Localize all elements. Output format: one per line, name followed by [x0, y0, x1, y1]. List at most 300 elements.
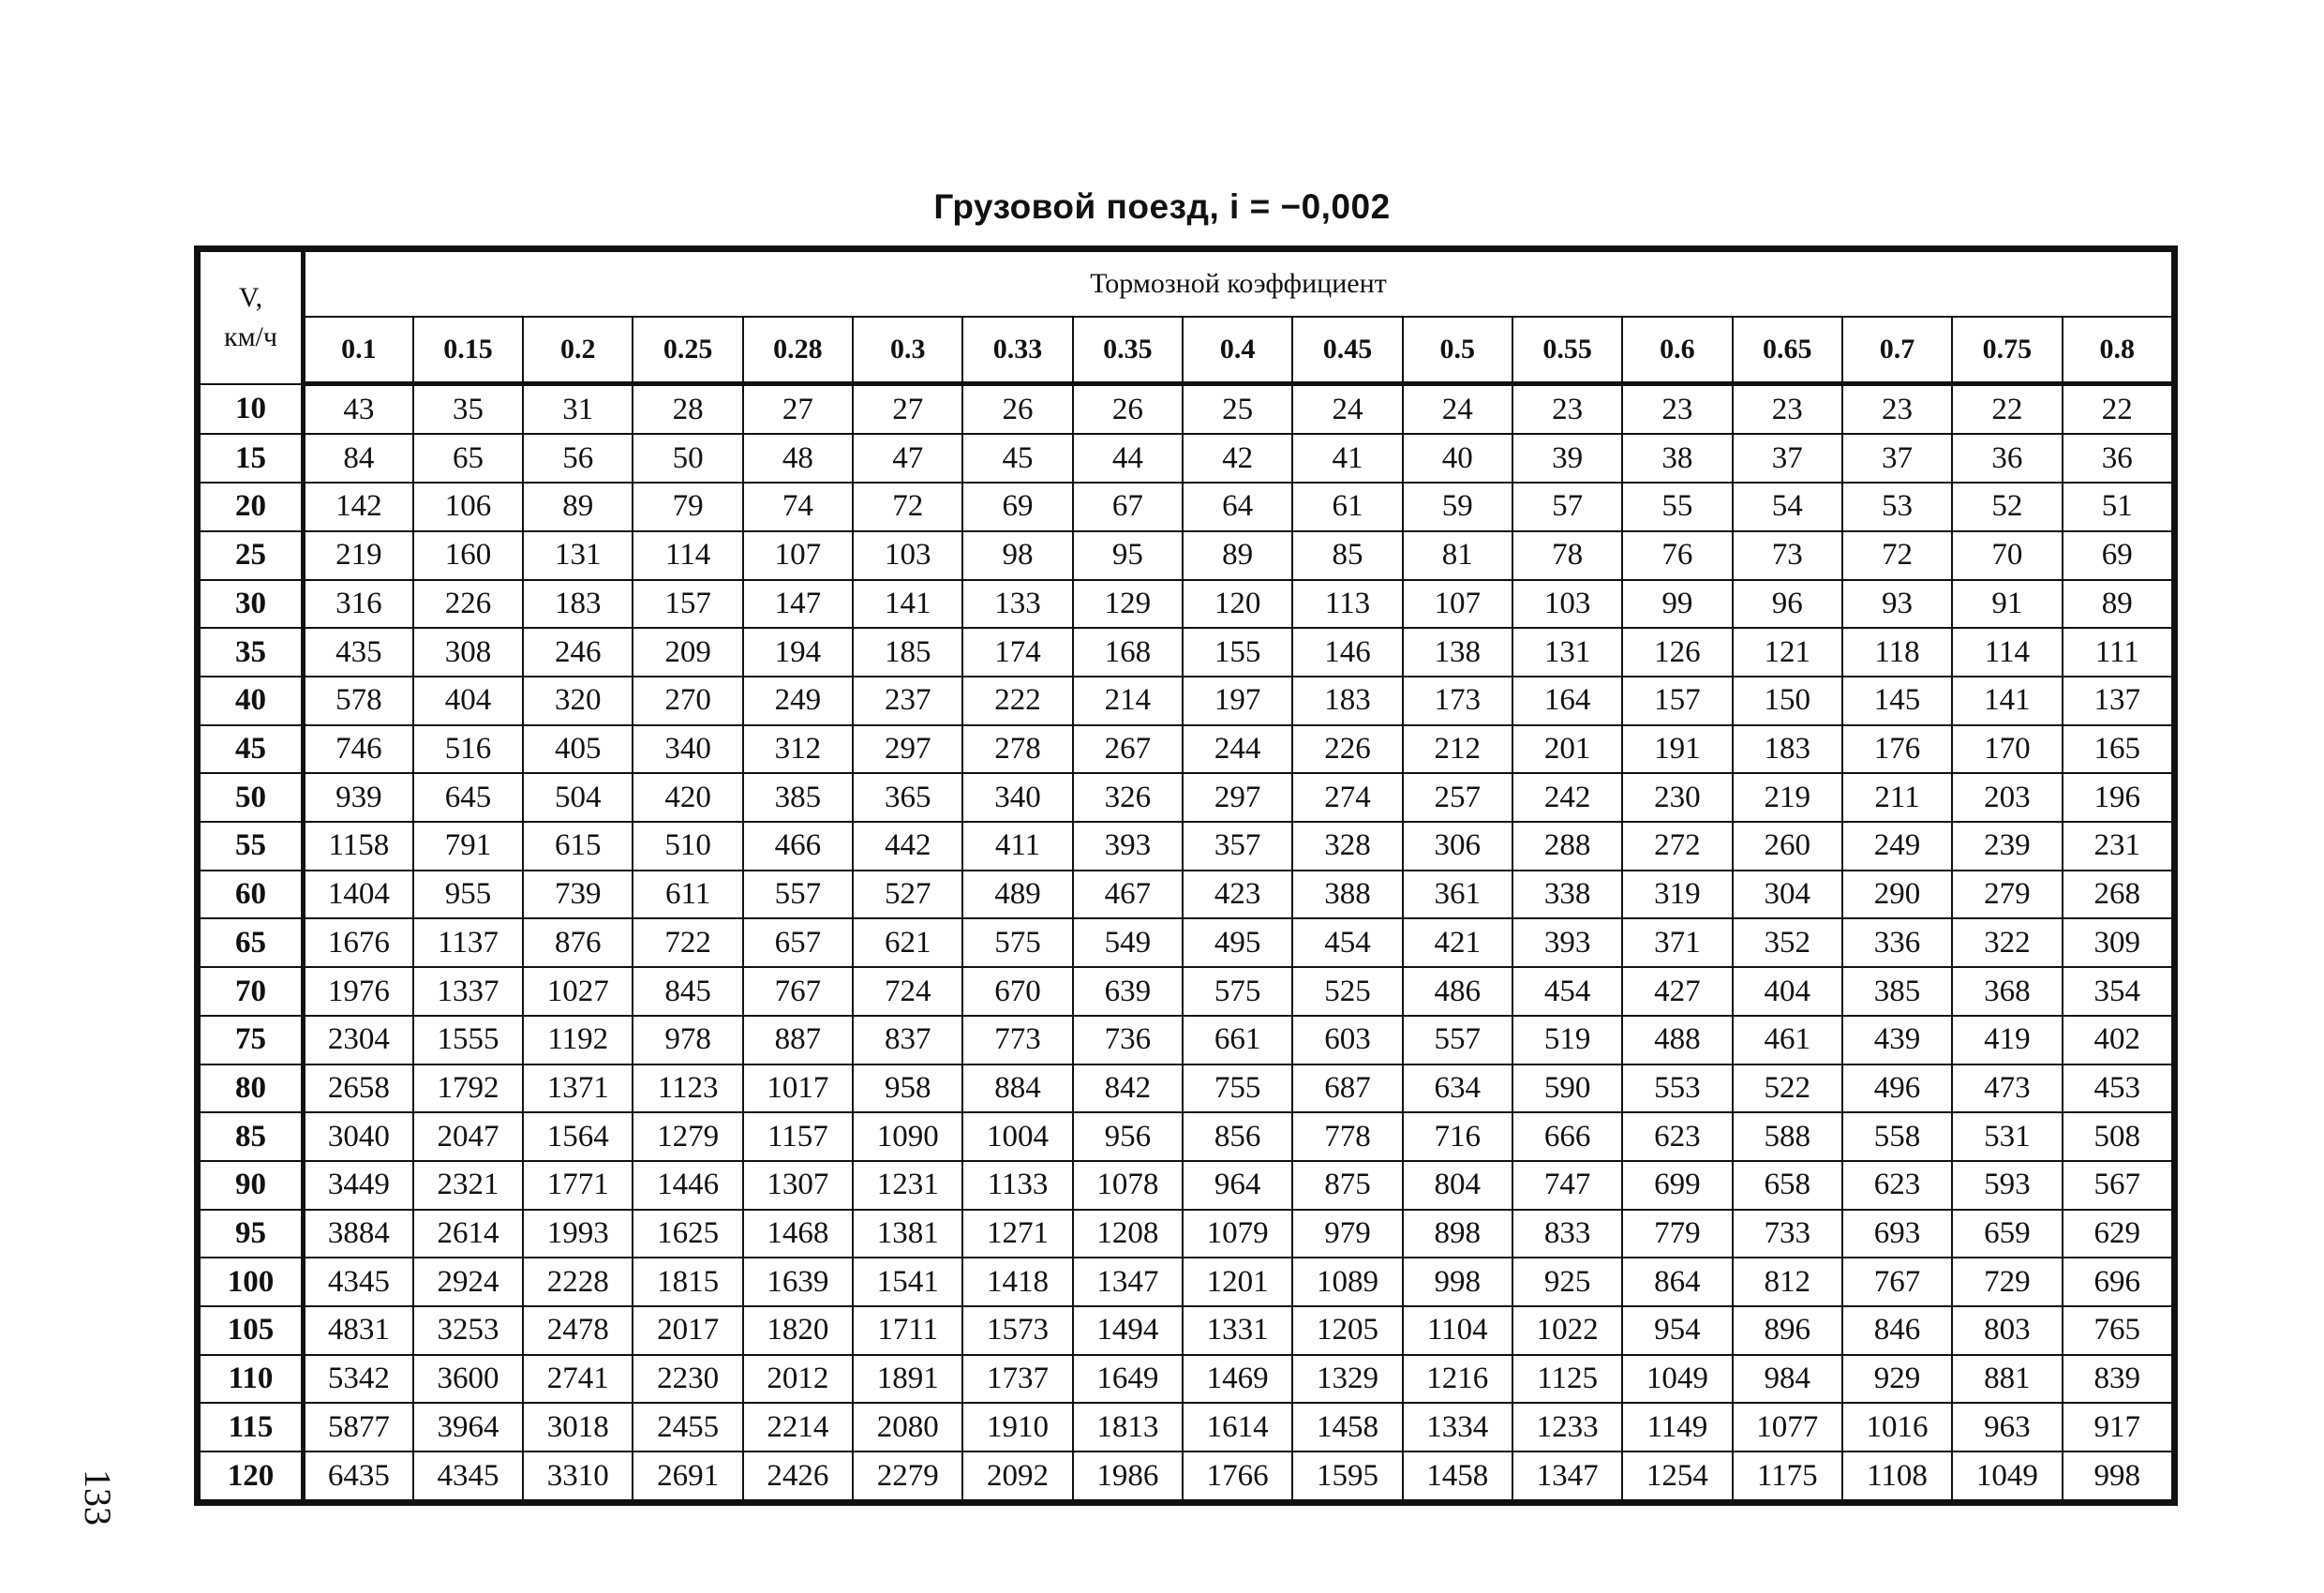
distance-cell: 150 — [1733, 677, 1842, 725]
distance-cell: 145 — [1842, 677, 1952, 725]
distance-cell: 212 — [1403, 725, 1512, 774]
distance-cell: 371 — [1622, 918, 1732, 967]
distance-cell: 856 — [1183, 1112, 1292, 1161]
distance-cell: 1614 — [1183, 1403, 1292, 1452]
distance-cell: 575 — [1183, 967, 1292, 1016]
distance-cell: 138 — [1403, 628, 1512, 677]
distance-cell: 22 — [1952, 384, 2062, 435]
distance-cell: 804 — [1403, 1161, 1512, 1210]
distance-cell: 2304 — [304, 1016, 413, 1064]
distance-cell: 747 — [1512, 1161, 1622, 1210]
distance-cell: 3040 — [304, 1112, 413, 1161]
distance-cell: 2658 — [304, 1064, 413, 1113]
distance-cell: 48 — [743, 434, 853, 483]
coefficient-header-cell: 0.55 — [1512, 317, 1622, 384]
distance-cell: 272 — [1622, 822, 1732, 871]
distance-cell: 2426 — [743, 1452, 853, 1500]
distance-cell: 54 — [1733, 483, 1842, 531]
distance-cell: 89 — [2063, 580, 2173, 629]
table-row — [200, 871, 2172, 919]
distance-cell: 496 — [1842, 1064, 1952, 1113]
distance-cell: 1104 — [1403, 1306, 1512, 1355]
table-row — [200, 1306, 2172, 1355]
distance-cell: 846 — [1842, 1306, 1952, 1355]
distance-cell: 779 — [1622, 1210, 1732, 1258]
distance-cell: 1541 — [853, 1258, 962, 1306]
distance-cell: 393 — [1073, 822, 1183, 871]
distance-cell: 419 — [1952, 1016, 2062, 1064]
distance-cell: 146 — [1292, 628, 1402, 677]
distance-cell: 312 — [743, 725, 853, 774]
distance-cell: 657 — [743, 918, 853, 967]
distance-cell: 1254 — [1622, 1452, 1732, 1500]
distance-cell: 274 — [1292, 773, 1402, 822]
distance-cell: 3964 — [413, 1403, 523, 1452]
distance-cell: 31 — [523, 384, 633, 435]
distance-cell: 812 — [1733, 1258, 1842, 1306]
distance-cell: 1192 — [523, 1016, 633, 1064]
distance-cell: 884 — [962, 1064, 1072, 1113]
distance-cell: 978 — [633, 1016, 742, 1064]
distance-cell: 219 — [304, 531, 413, 580]
coefficient-header-cell: 0.33 — [962, 317, 1072, 384]
distance-cell: 645 — [413, 773, 523, 822]
distance-cell: 1049 — [1952, 1452, 2062, 1500]
distance-cell: 527 — [853, 871, 962, 919]
table-row — [200, 483, 2172, 531]
distance-cell: 722 — [633, 918, 742, 967]
speed-cell: 25 — [200, 531, 304, 580]
distance-cell: 6435 — [304, 1452, 413, 1500]
distance-cell: 1329 — [1292, 1355, 1402, 1404]
distance-cell: 338 — [1512, 871, 1622, 919]
distance-cell: 2012 — [743, 1355, 853, 1404]
speed-cell: 15 — [200, 434, 304, 483]
distance-cell: 634 — [1403, 1064, 1512, 1113]
distance-cell: 388 — [1292, 871, 1402, 919]
coefficient-header-cell: 0.4 — [1183, 317, 1292, 384]
distance-cell: 998 — [1403, 1258, 1512, 1306]
distance-cell: 1337 — [413, 967, 523, 1016]
distance-cell: 773 — [962, 1016, 1072, 1064]
distance-cell: 746 — [304, 725, 413, 774]
distance-cell: 984 — [1733, 1355, 1842, 1404]
distance-cell: 322 — [1952, 918, 2062, 967]
distance-cell: 1986 — [1073, 1452, 1183, 1500]
distance-cell: 249 — [743, 677, 853, 725]
table-row — [200, 384, 2172, 435]
distance-cell: 767 — [1842, 1258, 1952, 1306]
distance-cell: 1564 — [523, 1112, 633, 1161]
coefficient-header-cell: 0.7 — [1842, 317, 1952, 384]
distance-cell: 1649 — [1073, 1355, 1183, 1404]
distance-cell: 575 — [962, 918, 1072, 967]
distance-cell: 791 — [413, 822, 523, 871]
distance-cell: 320 — [523, 677, 633, 725]
distance-cell: 557 — [1403, 1016, 1512, 1064]
distance-cell: 242 — [1512, 773, 1622, 822]
distance-cell: 588 — [1733, 1112, 1842, 1161]
distance-cell: 3449 — [304, 1161, 413, 1210]
speed-cell: 75 — [200, 1016, 304, 1064]
distance-cell: 76 — [1622, 531, 1732, 580]
distance-cell: 44 — [1073, 434, 1183, 483]
distance-cell: 578 — [304, 677, 413, 725]
distance-cell: 1347 — [1512, 1452, 1622, 1500]
distance-cell: 1175 — [1733, 1452, 1842, 1500]
distance-cell: 5877 — [304, 1403, 413, 1452]
distance-cell: 489 — [962, 871, 1072, 919]
distance-cell: 297 — [1183, 773, 1292, 822]
table-row — [200, 1064, 2172, 1113]
distance-cell: 435 — [304, 628, 413, 677]
distance-cell: 508 — [2063, 1112, 2173, 1161]
distance-cell: 2047 — [413, 1112, 523, 1161]
distance-cell: 393 — [1512, 918, 1622, 967]
distance-cell: 361 — [1403, 871, 1512, 919]
distance-cell: 27 — [853, 384, 962, 435]
distance-cell: 155 — [1183, 628, 1292, 677]
distance-cell: 69 — [2063, 531, 2173, 580]
distance-cell: 659 — [1952, 1210, 2062, 1258]
distance-cell: 385 — [743, 773, 853, 822]
speed-cell: 110 — [200, 1355, 304, 1404]
distance-cell: 141 — [1952, 677, 2062, 725]
distance-cell: 486 — [1403, 967, 1512, 1016]
distance-cell: 131 — [1512, 628, 1622, 677]
distance-cell: 2321 — [413, 1161, 523, 1210]
distance-cell: 1133 — [962, 1161, 1072, 1210]
distance-cell: 336 — [1842, 918, 1952, 967]
distance-cell: 129 — [1073, 580, 1183, 629]
distance-cell: 197 — [1183, 677, 1292, 725]
distance-cell: 549 — [1073, 918, 1183, 967]
distance-cell: 963 — [1952, 1403, 2062, 1452]
distance-cell: 72 — [1842, 531, 1952, 580]
distance-cell: 837 — [853, 1016, 962, 1064]
distance-cell: 67 — [1073, 483, 1183, 531]
distance-cell: 3884 — [304, 1210, 413, 1258]
table-row — [200, 1452, 2172, 1500]
distance-cell: 2691 — [633, 1452, 742, 1500]
distance-cell: 693 — [1842, 1210, 1952, 1258]
distance-cell: 522 — [1733, 1064, 1842, 1113]
distance-cell: 183 — [1733, 725, 1842, 774]
distance-cell: 1468 — [743, 1210, 853, 1258]
speed-cell: 50 — [200, 773, 304, 822]
distance-cell: 89 — [1183, 531, 1292, 580]
distance-cell: 687 — [1292, 1064, 1402, 1113]
distance-cell: 2614 — [413, 1210, 523, 1258]
coefficient-header-cell: 0.45 — [1292, 317, 1402, 384]
coefficient-header-cell: 0.25 — [633, 317, 742, 384]
distance-cell: 955 — [413, 871, 523, 919]
distance-cell: 79 — [633, 483, 742, 531]
distance-cell: 765 — [2063, 1306, 2173, 1355]
distance-cell: 106 — [413, 483, 523, 531]
distance-cell: 887 — [743, 1016, 853, 1064]
distance-cell: 268 — [2063, 871, 2173, 919]
speed-header-symbol: V, — [238, 281, 263, 313]
distance-cell: 137 — [2063, 677, 2173, 725]
distance-cell: 954 — [1622, 1306, 1732, 1355]
distance-cell: 328 — [1292, 822, 1402, 871]
distance-cell: 72 — [853, 483, 962, 531]
distance-cell: 230 — [1622, 773, 1732, 822]
distance-cell: 1108 — [1842, 1452, 1952, 1500]
speed-cell: 55 — [200, 822, 304, 871]
distance-cell: 1049 — [1622, 1355, 1732, 1404]
distance-cell: 59 — [1403, 483, 1512, 531]
distance-cell: 454 — [1292, 918, 1402, 967]
distance-cell: 1371 — [523, 1064, 633, 1113]
distance-cell: 257 — [1403, 773, 1512, 822]
distance-cell: 1639 — [743, 1258, 853, 1306]
distance-cell: 5342 — [304, 1355, 413, 1404]
distance-cell: 1737 — [962, 1355, 1072, 1404]
coefficient-header-cell: 0.65 — [1733, 317, 1842, 384]
distance-cell: 52 — [1952, 483, 2062, 531]
distance-cell: 2741 — [523, 1355, 633, 1404]
distance-cell: 4345 — [413, 1452, 523, 1500]
distance-cell: 1993 — [523, 1210, 633, 1258]
distance-cell: 1205 — [1292, 1306, 1402, 1355]
distance-cell: 24 — [1292, 384, 1402, 435]
distance-cell: 1027 — [523, 967, 633, 1016]
distance-cell: 519 — [1512, 1016, 1622, 1064]
distance-cell: 1711 — [853, 1306, 962, 1355]
distance-cell: 2279 — [853, 1452, 962, 1500]
distance-cell: 629 — [2063, 1210, 2173, 1258]
distance-cell: 194 — [743, 628, 853, 677]
speed-cell: 65 — [200, 918, 304, 967]
distance-cell: 2080 — [853, 1403, 962, 1452]
distance-cell: 1090 — [853, 1112, 962, 1161]
distance-cell: 1347 — [1073, 1258, 1183, 1306]
distance-cell: 120 — [1183, 580, 1292, 629]
distance-cell: 41 — [1292, 434, 1402, 483]
distance-cell: 107 — [743, 531, 853, 580]
distance-cell: 114 — [1952, 628, 2062, 677]
distance-cell: 1016 — [1842, 1403, 1952, 1452]
distance-cell: 724 — [853, 967, 962, 1016]
distance-cell: 461 — [1733, 1016, 1842, 1064]
distance-cell: 733 — [1733, 1210, 1842, 1258]
speed-cell: 10 — [200, 384, 304, 435]
distance-cell: 553 — [1622, 1064, 1732, 1113]
distance-cell: 1201 — [1183, 1258, 1292, 1306]
distance-cell: 1595 — [1292, 1452, 1402, 1500]
distance-cell: 1123 — [633, 1064, 742, 1113]
distance-cell: 881 — [1952, 1355, 2062, 1404]
distance-cell: 27 — [743, 384, 853, 435]
distance-cell: 107 — [1403, 580, 1512, 629]
distance-cell: 354 — [2063, 967, 2173, 1016]
distance-cell: 81 — [1403, 531, 1512, 580]
distance-cell: 1404 — [304, 871, 413, 919]
distance-cell: 803 — [1952, 1306, 2062, 1355]
distance-cell: 1766 — [1183, 1452, 1292, 1500]
distance-cell: 37 — [1733, 434, 1842, 483]
distance-cell: 925 — [1512, 1258, 1622, 1306]
page-number: 133 — [77, 1469, 119, 1526]
distance-cell: 103 — [853, 531, 962, 580]
distance-cell: 357 — [1183, 822, 1292, 871]
distance-cell: 4831 — [304, 1306, 413, 1355]
distance-cell: 165 — [2063, 725, 2173, 774]
distance-cell: 2455 — [633, 1403, 742, 1452]
distance-cell: 939 — [304, 773, 413, 822]
speed-cell: 120 — [200, 1452, 304, 1500]
table-row — [200, 1161, 2172, 1210]
distance-cell: 1158 — [304, 822, 413, 871]
distance-cell: 1125 — [1512, 1355, 1622, 1404]
speed-cell: 80 — [200, 1064, 304, 1113]
distance-cell: 1976 — [304, 967, 413, 1016]
distance-cell: 201 — [1512, 725, 1622, 774]
distance-cell: 699 — [1622, 1161, 1732, 1210]
distance-cell: 64 — [1183, 483, 1292, 531]
distance-cell: 833 — [1512, 1210, 1622, 1258]
distance-cell: 453 — [2063, 1064, 2173, 1113]
distance-cell: 114 — [633, 531, 742, 580]
distance-cell: 623 — [1622, 1112, 1732, 1161]
table-row — [200, 967, 2172, 1016]
distance-cell: 326 — [1073, 773, 1183, 822]
table-row — [200, 1258, 2172, 1306]
distance-cell: 1891 — [853, 1355, 962, 1404]
table-row — [200, 1403, 2172, 1452]
distance-cell: 739 — [523, 871, 633, 919]
coefficient-header-cell: 0.75 — [1952, 317, 2062, 384]
distance-cell: 767 — [743, 967, 853, 1016]
distance-cell: 3018 — [523, 1403, 633, 1452]
distance-cell: 23 — [1622, 384, 1732, 435]
distance-cell: 1089 — [1292, 1258, 1402, 1306]
distance-cell: 411 — [962, 822, 1072, 871]
distance-cell: 65 — [413, 434, 523, 483]
distance-cell: 57 — [1512, 483, 1622, 531]
table-row — [200, 1355, 2172, 1404]
distance-cell: 69 — [962, 483, 1072, 531]
distance-cell: 917 — [2063, 1403, 2173, 1452]
distance-cell: 36 — [1952, 434, 2062, 483]
distance-cell: 1381 — [853, 1210, 962, 1258]
distance-cell: 1216 — [1403, 1355, 1512, 1404]
distance-cell: 319 — [1622, 871, 1732, 919]
distance-cell: 203 — [1952, 773, 2062, 822]
distance-cell: 51 — [2063, 483, 2173, 531]
distance-cell: 1813 — [1073, 1403, 1183, 1452]
distance-cell: 3600 — [413, 1355, 523, 1404]
speed-cell: 45 — [200, 725, 304, 774]
distance-cell: 214 — [1073, 677, 1183, 725]
distance-cell: 488 — [1622, 1016, 1732, 1064]
distance-cell: 26 — [1073, 384, 1183, 435]
distance-cell: 246 — [523, 628, 633, 677]
distance-cell: 316 — [304, 580, 413, 629]
distance-cell: 567 — [2063, 1161, 2173, 1210]
distance-cell: 191 — [1622, 725, 1732, 774]
distance-cell: 842 — [1073, 1064, 1183, 1113]
distance-cell: 421 — [1403, 918, 1512, 967]
distance-cell: 590 — [1512, 1064, 1622, 1113]
distance-cell: 73 — [1733, 531, 1842, 580]
distance-cell: 466 — [743, 822, 853, 871]
distance-cell: 402 — [2063, 1016, 2173, 1064]
distance-cell: 696 — [2063, 1258, 2173, 1306]
braking-table-frame — [194, 246, 2178, 1506]
speed-cell: 105 — [200, 1306, 304, 1355]
distance-cell: 755 — [1183, 1064, 1292, 1113]
distance-cell: 670 — [962, 967, 1072, 1016]
distance-cell: 121 — [1733, 628, 1842, 677]
table-row — [200, 918, 2172, 967]
distance-cell: 454 — [1512, 967, 1622, 1016]
table-row — [200, 773, 2172, 822]
table-row — [200, 1210, 2172, 1258]
distance-cell: 1555 — [413, 1016, 523, 1064]
distance-cell: 368 — [1952, 967, 2062, 1016]
distance-cell: 237 — [853, 677, 962, 725]
distance-cell: 516 — [413, 725, 523, 774]
distance-cell: 716 — [1403, 1112, 1512, 1161]
distance-cell: 1469 — [1183, 1355, 1292, 1404]
distance-cell: 876 — [523, 918, 633, 967]
distance-cell: 93 — [1842, 580, 1952, 629]
distance-cell: 185 — [853, 628, 962, 677]
table-row — [200, 822, 2172, 871]
distance-cell: 365 — [853, 773, 962, 822]
distance-cell: 288 — [1512, 822, 1622, 871]
distance-cell: 164 — [1512, 677, 1622, 725]
distance-cell: 340 — [962, 773, 1072, 822]
speed-header-unit: км/ч — [224, 320, 277, 352]
distance-cell: 504 — [523, 773, 633, 822]
coefficient-header-cell: 0.1 — [304, 317, 413, 384]
distance-cell: 385 — [1842, 967, 1952, 1016]
distance-cell: 439 — [1842, 1016, 1952, 1064]
distance-cell: 1625 — [633, 1210, 742, 1258]
distance-cell: 510 — [633, 822, 742, 871]
distance-cell: 420 — [633, 773, 742, 822]
distance-cell: 270 — [633, 677, 742, 725]
distance-cell: 98 — [962, 531, 1072, 580]
distance-cell: 111 — [2063, 628, 2173, 677]
distance-cell: 99 — [1622, 580, 1732, 629]
coefficient-header-cell: 0.28 — [743, 317, 853, 384]
table-row — [200, 531, 2172, 580]
distance-cell: 864 — [1622, 1258, 1732, 1306]
distance-cell: 306 — [1403, 822, 1512, 871]
distance-cell: 352 — [1733, 918, 1842, 967]
distance-cell: 736 — [1073, 1016, 1183, 1064]
speed-cell: 115 — [200, 1403, 304, 1452]
distance-cell: 78 — [1512, 531, 1622, 580]
distance-cell: 183 — [1292, 677, 1402, 725]
distance-cell: 211 — [1842, 773, 1952, 822]
distance-cell: 226 — [1292, 725, 1402, 774]
distance-cell: 23 — [1512, 384, 1622, 435]
distance-cell: 404 — [413, 677, 523, 725]
distance-cell: 1334 — [1403, 1403, 1512, 1452]
distance-cell: 113 — [1292, 580, 1402, 629]
distance-cell: 260 — [1733, 822, 1842, 871]
distance-cell: 278 — [962, 725, 1072, 774]
table-row — [200, 1016, 2172, 1064]
distance-cell: 875 — [1292, 1161, 1402, 1210]
distance-cell: 36 — [2063, 434, 2173, 483]
